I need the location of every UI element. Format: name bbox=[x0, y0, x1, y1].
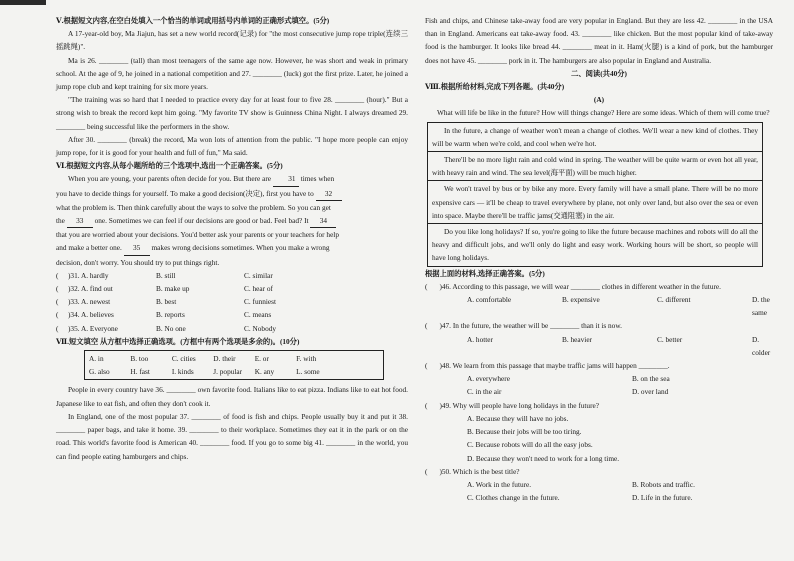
answer-blank-35: 35 bbox=[124, 241, 150, 255]
word-option: E. or bbox=[254, 354, 269, 364]
question-49 bbox=[425, 399, 773, 412]
option-c: C. better bbox=[657, 334, 683, 344]
option-c: C. in the air bbox=[467, 387, 502, 397]
text: and make a better one. bbox=[56, 243, 122, 253]
option-b: B. on the sea bbox=[632, 374, 670, 384]
answer-blank-34: 34 bbox=[310, 214, 336, 228]
text: When you are young, your parents often decide for you. But there are bbox=[68, 174, 272, 184]
section-8-title: Ⅷ.根据所给材料,完成下列各题。(共40分) bbox=[425, 82, 565, 92]
option-row-35 bbox=[56, 322, 408, 335]
word-option: I. kinds bbox=[171, 367, 194, 377]
answer-bracket[interactable]: ( bbox=[425, 466, 428, 476]
question-text: )46. According to this passage, we will wear ________ clothes in different weather in the future. bbox=[439, 281, 721, 291]
text: one. Sometimes we can feel if our decisions are good or bad. Feel bad? It bbox=[94, 216, 309, 226]
option-a: )32. A. find out bbox=[68, 284, 113, 294]
word-bank-row-2 bbox=[89, 365, 379, 378]
answer-blank-32: 32 bbox=[316, 187, 342, 201]
text: decision, don't worry. You should try to put things right. bbox=[56, 257, 220, 267]
option-c: C. Clothes change in the future. bbox=[467, 493, 560, 503]
text: that you are worried about your decisions. You'd better ask your parents or your teachers for help bbox=[56, 230, 339, 240]
option-d: D. the same bbox=[752, 295, 770, 318]
question-47 bbox=[425, 319, 773, 332]
answer-bracket[interactable]: ( bbox=[425, 361, 428, 371]
s7-paragraph-2: In England, one of the most popular 37. ________ of food is fish and chips. People usually buy it and put it 38. ________ paper bags, and take it home. 39. ________ to their workplace. Sometimes they eat it in the park or on the road. This world's favorite food is American 40. ________ food. If you go to some big 41. ________ in the world, you can find people eating hamburgers and chips. bbox=[56, 411, 408, 461]
word-option: L. some bbox=[296, 367, 320, 377]
word-option: K. any bbox=[254, 367, 275, 377]
word-bank-box bbox=[84, 350, 384, 380]
word-option: G. also bbox=[89, 367, 110, 377]
word-option: J. popular bbox=[213, 367, 243, 377]
option-a: A. comfortable bbox=[467, 295, 512, 305]
s7-paragraph-3: Fish and chips, and Chinese take-away food are very popular in England. But they are less 42. ________ in the USA than in England. Americans eat take-away food. 43. ________ like chicken. But the most popular kind of take-away food is the hamburger. It looks like bread 44. ________ meat in it. Ham(火腿) is a kind of pork, but the hamburger does not have 45. ________ pork in it. The hamburgers are also popular in England and Australia. bbox=[425, 16, 773, 65]
option-b: B. still bbox=[156, 270, 176, 280]
word-option: C. cities bbox=[171, 354, 196, 364]
idea-box-clothes: In the future, a change of weather won't mean a change of clothes. We'll wear a new kind of clothes. They will be warm when we're cold, and cool when we're hot. bbox=[427, 122, 763, 152]
option-b: B. best bbox=[156, 297, 177, 307]
option-b: B. heavier bbox=[562, 334, 592, 344]
text: what the problem is. Then think carefully about the ways to solve the problem. So you can get bbox=[56, 202, 331, 212]
passage-intro: What will life be like in the future? How will things change? Here are some ideas. Which of them will come true? bbox=[437, 108, 770, 118]
text: makes wrong decisions sometimes. When you make a wrong bbox=[151, 243, 330, 253]
option-a: )35. A. Everyone bbox=[68, 323, 118, 333]
right-column bbox=[425, 14, 773, 504]
passage-a-label: (A) bbox=[593, 95, 605, 105]
question-text: )50. Which is the best title? bbox=[439, 466, 520, 476]
option-a: A. hotter bbox=[467, 334, 493, 344]
answer-bracket[interactable]: ( bbox=[56, 297, 59, 307]
option-c: C. Nobody bbox=[244, 323, 277, 333]
section-6-title: Ⅵ.根据短文内容,从每小题所给的三个选项中,选出一个正确答案。(5分) bbox=[56, 161, 283, 171]
cloze-passage bbox=[56, 172, 408, 268]
option-c: C. hear of bbox=[244, 284, 273, 294]
s5-paragraph-4: After 30. ________ (break) the record, Ma won lots of attention from the public. "I hope more people can enjoy jump rope, for it is good for your health and full of fun," Ma said. bbox=[56, 134, 408, 158]
options-50 bbox=[425, 478, 773, 504]
options-48 bbox=[425, 372, 773, 398]
option-a: )31. A. hardly bbox=[68, 270, 109, 280]
option-d: D. Because they won't need to work for a long time. bbox=[467, 453, 620, 463]
section-5-title: Ⅴ.根据短文内容,在空白处填入一个恰当的单词或用括号内单词的正确形式填空。(5分) bbox=[56, 16, 330, 25]
option-b: B. make up bbox=[156, 284, 190, 294]
option-row-32 bbox=[56, 282, 408, 295]
answer-bracket[interactable]: ( bbox=[56, 323, 59, 333]
part-2-title: 二、阅读(共40分) bbox=[571, 68, 627, 78]
s5-paragraph-3: "The training was so hard that I needed to practice every day for at least four to five 28. ________ (hour)." But a strong wish to break the record kept him going. "My favorite TV show is Guinness China Night. I always dreamed 29. ________ being successful like the performers in the show. bbox=[56, 95, 408, 131]
option-c: C. funniest bbox=[244, 297, 277, 307]
option-d: D. Life in the future. bbox=[632, 493, 693, 503]
answer-bracket[interactable]: ( bbox=[425, 281, 428, 291]
questions-instruction: 根据上面的材料,选择正确答案。(5分) bbox=[425, 268, 545, 278]
option-b: B. expensive bbox=[562, 295, 600, 305]
option-row-33 bbox=[56, 295, 408, 308]
idea-box-travel: We won't travel by bus or by bike any more. Every family will have a small plane. There will be no more expensive cars — it'll be cheap to travel everywhere by plane, not only over land, but also over the sea or even into space. Maybe there'll be traffic jams(交通阻塞) in the air. bbox=[427, 180, 763, 224]
question-text: )49. Why will people have long holidays in the future? bbox=[439, 400, 599, 410]
question-text: )48. We learn from this passage that maybe traffic jams will happen ________. bbox=[439, 361, 670, 371]
text: times when bbox=[300, 174, 335, 184]
s7-paragraph-1: People in every country have 36. ________ own favorite food. Italians like to eat pizza. Indians like to eat hot food. Japanese like to eat fish, and often they don't cook it. bbox=[56, 385, 408, 408]
option-c: C. Because robots will do all the easy jobs. bbox=[467, 440, 593, 450]
question-50 bbox=[425, 465, 773, 478]
word-bank-row-1 bbox=[89, 352, 379, 365]
word-option: D. their bbox=[213, 354, 236, 364]
word-option: H. fast bbox=[130, 367, 150, 377]
option-row-31 bbox=[56, 269, 408, 282]
option-b: B. Because their jobs will be too tiring. bbox=[467, 427, 582, 437]
answer-blank-33: 33 bbox=[67, 214, 93, 228]
answer-bracket[interactable]: ( bbox=[425, 321, 428, 331]
answer-bracket[interactable]: ( bbox=[56, 310, 59, 320]
cloze-options bbox=[56, 269, 408, 335]
option-d: D. over land bbox=[632, 387, 669, 397]
section-7-title: Ⅶ.短文填空 从方框中选择正确选项。(方框中有两个选项是多余的)。(10分) bbox=[56, 336, 300, 346]
question-48 bbox=[425, 359, 773, 372]
option-a: A. Because they will have no jobs. bbox=[467, 413, 569, 423]
idea-box-weather: There'll be no more light rain and cold wind in spring. The weather will be quite warm or even hot all year, with heavy rain and wind. The sea level(海平面) will be much higher. bbox=[427, 151, 763, 181]
option-b: B. reports bbox=[156, 310, 185, 320]
word-option: A. in bbox=[89, 354, 104, 364]
option-a: A. Work in the future. bbox=[467, 479, 532, 489]
question-46 bbox=[425, 280, 773, 293]
options-49 bbox=[425, 412, 773, 465]
options-46 bbox=[425, 293, 773, 319]
left-column bbox=[56, 14, 408, 463]
answer-blank-31: 31 bbox=[273, 172, 299, 186]
question-text: )47. In the future, the weather will be ________ than it is now. bbox=[439, 321, 622, 331]
s5-paragraph-2: Ma is 26. ________ (tall) than most teenagers of the same age now. However, he was short and weak in primary school. At the age of 9, he joined in a national competition and 27. ________ (luck) got the first prize. Later, he joined a jump rope club and kept training for six more years. bbox=[56, 55, 408, 92]
option-b: B. Robots and traffic. bbox=[632, 479, 695, 489]
s5-paragraph-1: A 17-year-old boy, Ma Jiajun, has set a new world record(记录) for "the most consecutive jump rope triple(连续三摇跳绳)". bbox=[56, 29, 408, 52]
answer-bracket[interactable]: ( bbox=[56, 284, 59, 294]
option-a: A. everywhere bbox=[467, 374, 510, 384]
option-a: )34. A. believes bbox=[68, 310, 114, 320]
option-a: )33. A. newest bbox=[68, 297, 111, 307]
word-option: F. with bbox=[296, 354, 317, 364]
option-c: C. similar bbox=[244, 270, 273, 280]
answer-bracket[interactable]: ( bbox=[56, 270, 59, 280]
options-47 bbox=[425, 333, 773, 359]
option-d: D. colder bbox=[752, 334, 771, 357]
idea-box-holidays: Do you like long holidays? If so, you're going to like the future because machines and robots will do all the heavy and difficult jobs, and we'll only do light and easy work. Working hours will be short, so people will have long holidays. bbox=[427, 223, 763, 267]
option-c: C. means bbox=[244, 310, 272, 320]
option-b: B. No one bbox=[156, 323, 186, 333]
corner-mark bbox=[0, 0, 46, 5]
text: the bbox=[56, 216, 65, 226]
option-row-34 bbox=[56, 308, 408, 321]
answer-bracket[interactable]: ( bbox=[425, 400, 428, 410]
word-option: B. too bbox=[130, 354, 149, 364]
option-c: C. different bbox=[657, 295, 691, 305]
text: you have to decide things for yourself. To make a good decision(决定), first you have to bbox=[56, 188, 314, 198]
